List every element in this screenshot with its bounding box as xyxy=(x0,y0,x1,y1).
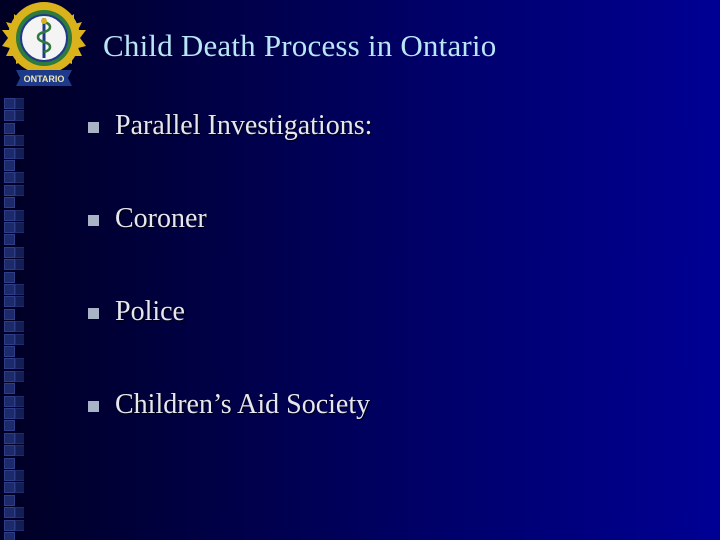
decorative-square xyxy=(4,358,15,369)
decorative-square xyxy=(4,110,15,121)
decorative-square xyxy=(15,135,24,146)
decorative-square xyxy=(4,284,15,295)
decorative-square xyxy=(4,222,15,233)
decorative-square xyxy=(4,507,15,518)
decorative-square xyxy=(4,185,15,196)
decorative-square xyxy=(15,284,24,295)
decorative-square xyxy=(4,210,15,221)
bullet-item xyxy=(88,199,207,239)
decorative-square xyxy=(15,259,24,270)
decorative-square xyxy=(15,185,24,196)
decorative-square xyxy=(4,234,15,245)
decorative-square xyxy=(15,222,24,233)
decorative-square xyxy=(4,272,15,283)
decorative-square xyxy=(15,408,24,419)
decorative-square xyxy=(4,383,15,394)
decorative-square xyxy=(4,172,15,183)
decorative-square xyxy=(4,482,15,493)
decorative-square xyxy=(15,296,24,307)
decorative-square xyxy=(15,520,24,531)
square-bullet-icon xyxy=(88,401,99,412)
bullet-item xyxy=(88,292,185,332)
decorative-square xyxy=(15,396,24,407)
decorative-square xyxy=(4,197,15,208)
decorative-square xyxy=(15,433,24,444)
decorative-square xyxy=(4,160,15,171)
decorative-square xyxy=(4,148,15,159)
decorative-square xyxy=(4,445,15,456)
slide-title: Child Death Process in Ontario xyxy=(103,28,497,63)
decorative-square xyxy=(15,98,24,109)
decorative-square xyxy=(4,296,15,307)
decorative-square xyxy=(15,247,24,258)
bullet-text: Police xyxy=(115,296,185,327)
decorative-square xyxy=(15,358,24,369)
decorative-square-strip xyxy=(0,92,24,540)
ontario-coroner-emblem-icon xyxy=(2,0,86,92)
decorative-square xyxy=(15,445,24,456)
decorative-square xyxy=(4,458,15,469)
decorative-square xyxy=(4,520,15,531)
decorative-square xyxy=(4,135,15,146)
decorative-square xyxy=(4,470,15,481)
bullet-text: Coroner xyxy=(115,203,207,234)
decorative-square xyxy=(15,172,24,183)
decorative-square xyxy=(15,321,24,332)
square-bullet-icon xyxy=(88,122,99,133)
decorative-square xyxy=(4,420,15,431)
bullet-item xyxy=(88,106,372,146)
decorative-square xyxy=(15,371,24,382)
decorative-square xyxy=(4,309,15,320)
bullet-item xyxy=(88,385,370,425)
decorative-square xyxy=(4,433,15,444)
decorative-square xyxy=(4,408,15,419)
bullet-text: Parallel Investigations: xyxy=(115,110,373,141)
bullet-text: Children’s Aid Society xyxy=(115,389,371,420)
decorative-square xyxy=(15,482,24,493)
decorative-square xyxy=(15,334,24,345)
decorative-square xyxy=(4,495,15,506)
decorative-square xyxy=(4,321,15,332)
svg-text:ONTARIO: ONTARIO xyxy=(23,74,65,84)
decorative-square xyxy=(15,110,24,121)
decorative-square xyxy=(15,210,24,221)
decorative-square xyxy=(4,371,15,382)
decorative-square xyxy=(4,123,15,134)
square-bullet-icon xyxy=(88,215,99,226)
decorative-square xyxy=(4,247,15,258)
decorative-square xyxy=(15,507,24,518)
decorative-square xyxy=(15,470,24,481)
decorative-square xyxy=(4,334,15,345)
decorative-square xyxy=(4,396,15,407)
decorative-square xyxy=(15,148,24,159)
decorative-square xyxy=(4,346,15,357)
square-bullet-icon xyxy=(88,308,99,319)
decorative-square xyxy=(4,259,15,270)
decorative-square xyxy=(4,98,15,109)
decorative-square xyxy=(4,532,15,540)
